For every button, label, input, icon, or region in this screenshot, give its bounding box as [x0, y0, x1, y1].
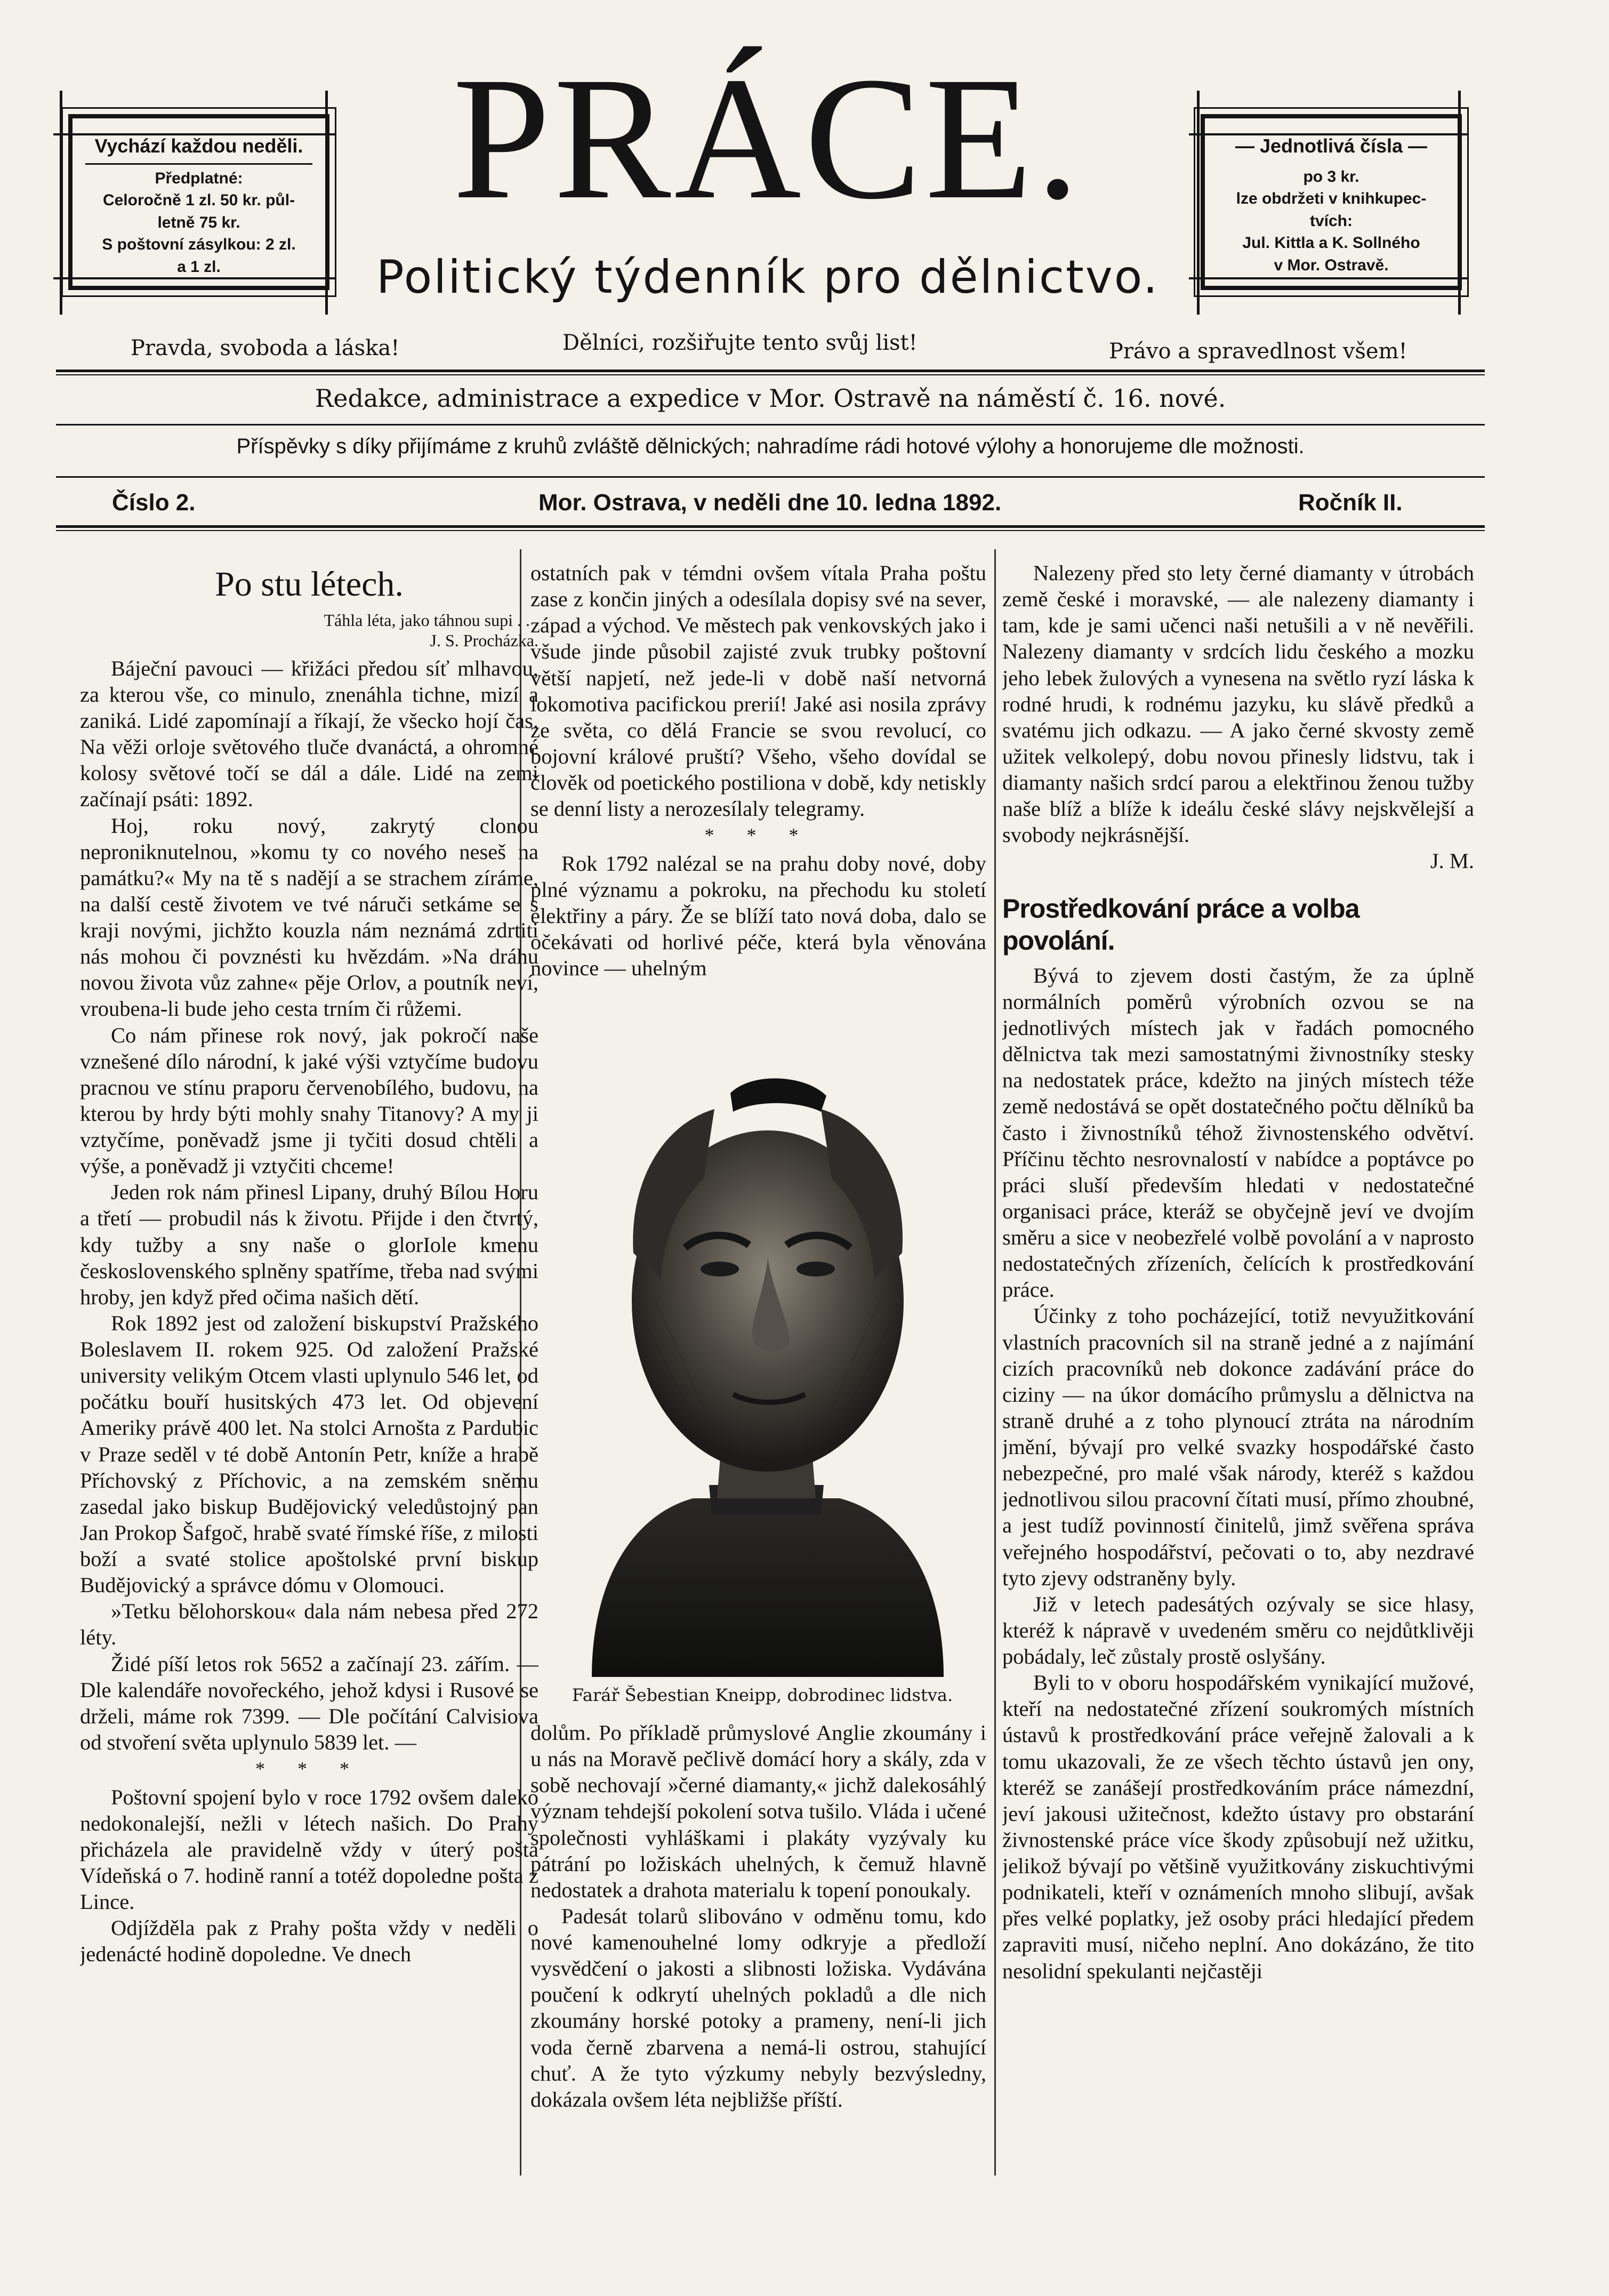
article-title-prostredkovani: Prostředkování práce a volba povolání.: [1002, 893, 1359, 956]
subscription-box: [68, 114, 329, 290]
subscription-line: letně 75 kr.: [157, 213, 240, 231]
header-rule: [56, 374, 1485, 375]
paragraph: Účinky z toho pocházející, totiž nevyužitkování vlastních pracovních sil na straně jedné a z najímání cizích pracovníků neb dokonce zadávání práce do ciziny — na úkor domácího průmyslu a dělnictva na straně druhé a z toho plynoucí ztráta na národním jmění, bývají pro velké svazky hospodářské často nebezpečné, pro malé však národy, kteréž s každou jednotlivou silou pracovní čítati musí, přímo zhoubné, a jest tudíž povinností činitelů, jimž svěřena správa veřejného hospodářství, pečovati o to, aby nezdravé tyto zjevy odstraněny byly.: [1002, 1304, 1474, 1590]
editorial-address: Redakce, administrace a expedice v Mor. Ostravě na náměstí č. 16. nové.: [315, 384, 1226, 413]
header-frame-line: [1197, 91, 1200, 315]
paragraph: Padesát tolarů slibováno v odměnu tomu, kdo nové kamenouhelné lomy odkryje a předloží vysvědčení o jakosti a slibnosti ložiska. Vydávána poučení k odkrytí uhelných pokladů a dle nich zkoumány horské potoky a prameny, není-li jich voda černě zbarvena a nemá-li ostrou, stahující chuť. A že tyto výzkumy nebyly bezvýsledny, dokázala ovšem léta nejbližše příští.: [530, 1904, 986, 2112]
motto-right: Právo a spravedlnost všem!: [1109, 339, 1407, 364]
single-issue-line: v Mor. Ostravě.: [1274, 256, 1389, 274]
paragraph: Bývá to zjevem dosti častým, že za úplně normálních poměrů výrobních ozvou se na jednotlivých místech jak v řadách pomocného dělnictva tak mezi samostatnými živnostníky stesky na nedostatek práce, kdežto na jiných místech téže země nedostává se opět dostatečného počtu dělníků ba často i živnostníků téhož živnostenského odvětví. Příčinu těchto nesrovnalostí v nabídce a poptávce po práci sluší především hledati v nedostatečné organisaci práce, kteráž se obyčejně jeví ve dvojím směru a sice v neobezřelé volbě povolání a v naprosto nedostatečných zřízeních, čelících k prostředkování práce.: [1002, 963, 1474, 1302]
subscription-line: Celoročně 1 zl. 50 kr. půl-: [102, 191, 295, 210]
header-rule: [56, 525, 1485, 528]
issue-number: Číslo 2.: [112, 489, 196, 516]
paragraph: Rok 1892 jest od založení biskupství Pražského Boleslavem II. rokem 925. Od založení Pražské university velikým Otcem vlasti uplynulo 546 let, od počátku bouří husitských 473 let. Od objevení Ameriky právě 400 let. Na stolci Arnošta z Pardubic v Praze seděl v té době Antonín Petr, kníže a hrabě Příchovský z Příchovic, a na zemském sněmu zasedal jako biskup Budějovický veledůstojný pan Jan Prokop Šafgoč, hrabě svaté římské říše, z milosti boží a svaté stolice apoštolské první biskup Budějovický a správce dómu v Olomouci.: [80, 1311, 538, 1597]
issue-date: Mor. Ostrava, v neděli dne 10. ledna 1892.: [538, 489, 1002, 516]
issue-volume: Ročník II.: [1298, 489, 1403, 516]
header-rule: [56, 530, 1485, 531]
paragraph: »Tetku bělohorskou« dala nám nebesa před 272 léty.: [80, 1599, 538, 1650]
article-title: Po stu létech.: [215, 565, 404, 604]
portrait-caption: Farář Šebestian Kneipp, dobrodinec lidstva.: [572, 1685, 953, 1705]
subscription-heading: Vychází každou neděli.: [85, 133, 312, 165]
section-separator: * * *: [704, 824, 812, 846]
motto-center: Dělníci, rozšiřujte tento svůj list!: [562, 331, 918, 355]
article-signature: J. M.: [1430, 849, 1474, 873]
masthead-title: PRÁCE.: [452, 41, 1083, 236]
single-issue-heading: — Jednotlivá čísla —: [1235, 135, 1428, 157]
epigraph-text: Táhla léta, jako táhnou supi . . .: [324, 611, 538, 630]
paragraph: Báječní pavouci — křižáci předou síť mlhavou, za kterou vše, co minulo, znenáhla tichne, mizí a zaniká. Lidé zapomínají a říkají, že všecko hojí čas. Na věži orloje světového tluče dvanáctá, a ohromné kolosy světové točí se dál a dále. Lidé na zemi začínají psáti: 1892.: [80, 656, 538, 812]
epigraph-author: J. S. Procházka.: [430, 631, 538, 651]
paragraph: Poštovní spojení bylo v roce 1792 ovšem daleko nedokonalejší, nežli v létech našich. Do Prahy přicházela ale pravidelně vždy v úterý pošta Vídeňská o 7. hodině ranní a totéž dopoledne pošta z Lince.: [80, 1785, 538, 1914]
paragraph: Co nám přinese rok nový, jak pokročí naše vznešené dílo národní, k jaké výši vztyčíme budovu pracnou ve stínu praporu červenobílého, budovu, na kterou by hrdy býti mohly snahy Titanovy? A my ji vztyčíme, poněvadž jsme ji tyčiti dosud chtěli a výše, a poněvadž ji vztyčiti chceme!: [80, 1023, 538, 1178]
header-rule: [56, 370, 1485, 372]
single-issue-line: po 3 kr.: [1303, 167, 1359, 186]
single-issue-line: tvích:: [1309, 212, 1353, 230]
paragraph: dolům. Po příkladě průmyslové Anglie zkoumány i u nás na Moravě pečlivě domácí hory a skály, zda v sobě nechovají »černé diamanty,« jichž dalekosáhlý význam tehdejší pokolení sotva tušilo. Vláda i učené společnosti vyhláškami i plakáty vyzývaly ku pátrání po ložiskách uhelných, k čemuž hlavně nedostatek a drahota materialu k topení ponoukaly.: [530, 1721, 986, 1902]
header-rule: [56, 476, 1485, 478]
subscription-line: S poštovní zásylkou: 2 zl.: [102, 236, 296, 254]
subscription-line: a 1 zl.: [177, 258, 221, 276]
article-continuation-bottom: [530, 1720, 986, 2162]
section-separator: * * *: [255, 1758, 363, 1780]
paragraph: Již v letech padesátých ozývaly se sice hlasy, kteréž k nápravě v uvedeném směru co nejdůtklivěji pobádaly, leč zůstaly prostě oslyšány.: [1002, 1592, 1474, 1669]
single-issue-box: [1201, 114, 1462, 290]
single-issue-line: Jul. Kittla a K. Sollného: [1242, 234, 1420, 252]
paragraph: ostatních pak v témdni ovšem vítala Praha poštu zase z končin jiných a odesílala dopisy své na sever, západ a východ. Ve městech pak venkovských jako i všude jinde působil zajisté zvuk trubky poštovní větší napjetí, než jede-li v době naší netvorná lokomotiva pacifickou prerií! Jaké asi nosila zprávy ze světa, co dělá Francie se svou revolucí, co bojovní králové pruští? Všeho, všeho dovídal se člověk od poetického postiliona v době, kdy netiskly se denní listy a nerozesílaly telegramy.: [530, 561, 986, 821]
column-rule: [994, 549, 996, 2175]
single-issue-line: lze obdržeti v knihkupec-: [1236, 190, 1427, 208]
paragraph: Jeden rok nám přinesl Lipany, druhý Bílou Horu a třetí — probudil nás k životu. Přijde i den čtvrtý, kdy tužby a sny naše o glorIole kmenu československého splněny spatříme, třeba nad svými hroby, jen když před očima našich dětí.: [80, 1180, 538, 1309]
paragraph: Odjížděla pak z Prahy pošta vždy v neděli o jedenácté hodině dopoledne. Ve dnech: [80, 1916, 538, 1966]
header-rule: [56, 424, 1485, 426]
epigraph: [80, 610, 538, 651]
paragraph: Nalezeny před sto lety černé diamanty v útrobách země české i moravské, — ale nalezeny diamanty i tam, kde je sami učenci naši netušili a v ně nevěřili. Nalezeny diamanty v srdcích lidu českého a mozku jeho lebek žulových a vynesena na světlo ryzí láska k rodné hrudi, k rodnému jazyku, ku slávě předků a svatému jich odkazu. — A jako černé skvosty země užitek velkolepý, dobu novou přinesly lidstvu, tak i diamanty našich srdcí parou a elektřinou ženou tužby naše blíž a blíže k ideálu české slávy nejskvělejší a svobody nejkrásnější.: [1002, 561, 1474, 847]
motto-left: Pravda, svoboda a láska!: [131, 336, 400, 360]
article-continuation-top: [530, 560, 986, 1013]
portrait-engraving: [570, 1002, 962, 1680]
paragraph: Rok 1792 nalézal se na prahu doby nové, doby plné významu a pokroku, na přechodu ku století elektřiny a páry. Že se blíží tato nová doba, dalo se očekávati od horlivé péče, která byla věnována novince — uhelným: [530, 851, 986, 981]
masthead-subtitle: Politický týdenník pro dělnictvo.: [376, 251, 1160, 304]
right-column: [1002, 560, 1474, 2186]
article-po-stu-letech: [80, 560, 538, 2159]
header-frame-line: [60, 91, 62, 315]
subscription-line: Předplatné:: [155, 169, 243, 187]
paragraph: Byli to v oboru hospodářském vynikající mužové, kteří na nedostatečné zřízení soukromých místních ústavů k prostředkování práce veřejně žalovali a k tomu ukazovali, že ze všech těchto ústavů jen ony, kteréž se zanášejí prostředkováním práce námezdní, jeví jakousi užitečnost, kdežto ústavy pro obstarání živnostenské práce více škody způsobují než užitku, jelikož bývají po většině využitkovány ziskuchtivými podnikateli, kteří v oznámeních mnoho slibují, avšak přes velké poplatky, jež osoby práci hledající předem zapraviti musí, ničeho neplní. Ano dokázáno, že tito nesolidní spekulanti nejčastěji: [1002, 1671, 1474, 1983]
paragraph: Hoj, roku nový, zakrytý clonou neproniknutelnou, »komu ty co nového neseš na památku?« My na tě s nadějí a se strachem zíráme, na další cestě životem ve tvé náruči setkáme se s kraji novými, jichžto kouzla nám neznámá zdrtiti nás mohou či povznésti ku hvězdám. »Na dráhu novou života vůz zahne« pěje Orlov, a poutník neví, vroubena-li bude jeho cesta trním či růžemi.: [80, 813, 538, 1021]
portrait-image: [570, 1002, 962, 1680]
contributions-note: Příspěvky s díky přijímáme z kruhů zvláště dělnických; nahradíme rádi hotové výlohy a honorujeme dle možnosti.: [236, 435, 1305, 458]
paragraph: Židé píší letos rok 5652 a začínají 23. zářím. — Dle kalendáře novořeckého, jehož kdysi i Rusové se drželi, máme rok 7399. — Dle počítání Calvisiova od stvoření světa uplynulo 5839 let. —: [80, 1651, 538, 1754]
